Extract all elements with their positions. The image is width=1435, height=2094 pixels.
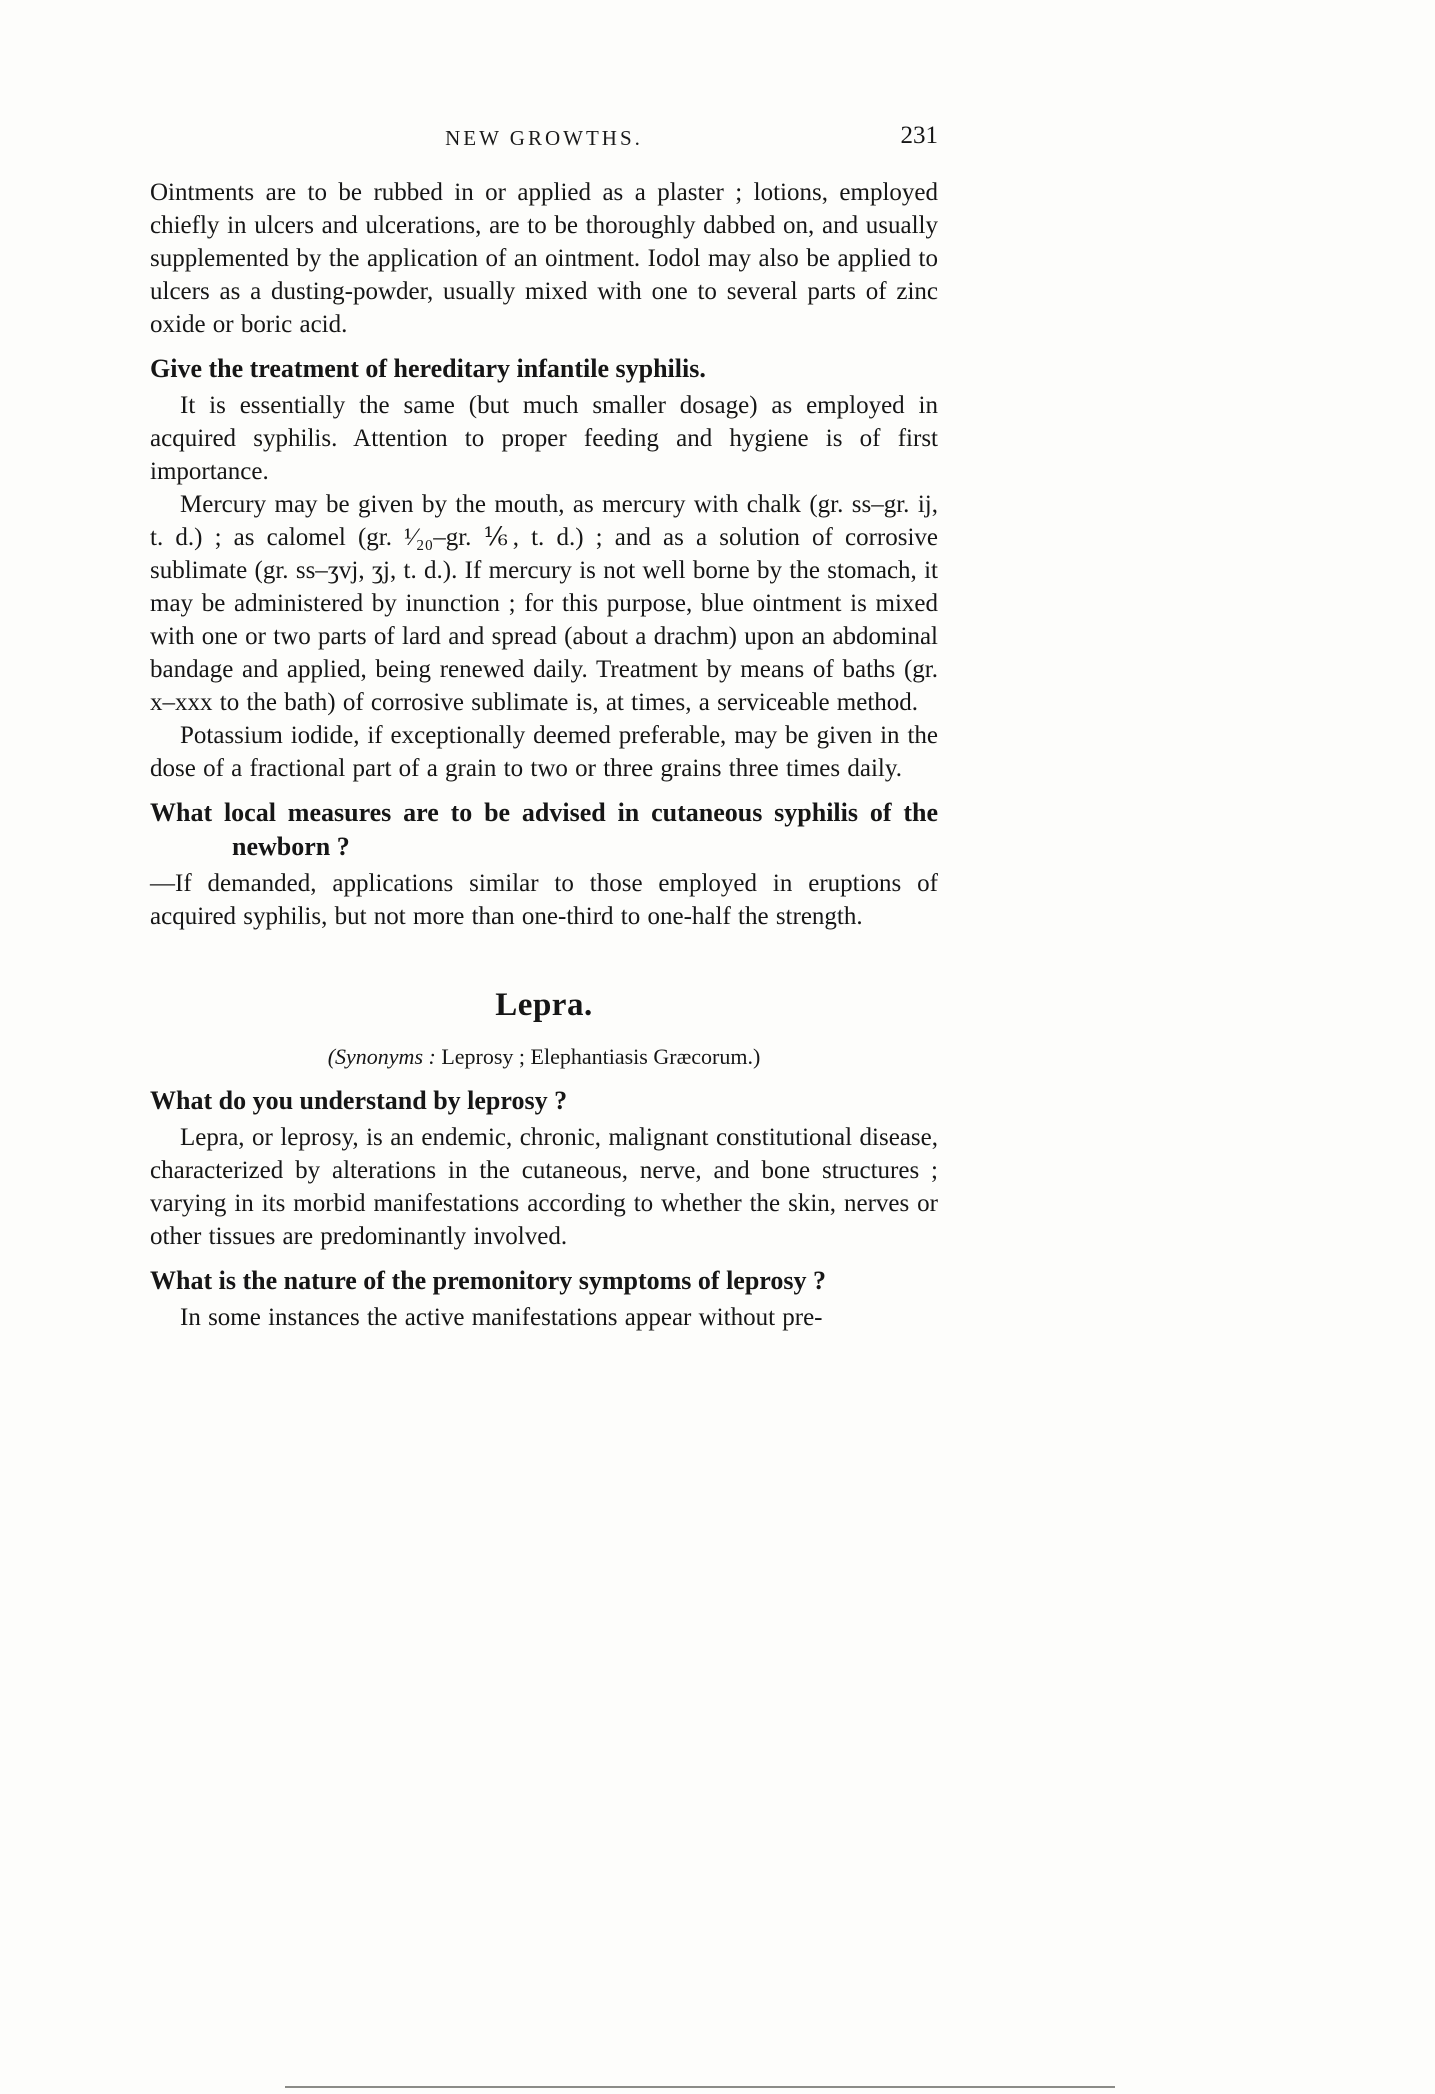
scan-artifact-line: [285, 2086, 1115, 2088]
paragraph-same-treatment: It is essentially the same (but much smaller dosage) as employed in acquired syphilis. Attention to proper feeding and hygiene is of first importance.: [150, 392, 938, 485]
question-understand-leprosy: What do you understand by leprosy ?: [150, 1086, 568, 1115]
synonyms-label: (Synonyms :: [327, 1044, 436, 1069]
paragraph-if-demanded: —If demanded, applications similar to those employed in eruptions of acquired syphilis, but not more than one-third to one-half the strength.: [150, 870, 938, 930]
paragraph-lepra-definition: Lepra, or leprosy, is an endemic, chronic, malignant constitutional disease, characterized by alterations in the cutaneous, nerve, and bone structures ; varying in its morbid manifestations according to whether the skin, nerves or other tissues are predominantly involved.: [150, 1124, 938, 1250]
question-local-measures: What local measures are to be advised in cutaneous syphilis of the newborn ?: [150, 798, 938, 861]
paragraph-potassium-iodide: Potassium iodide, if exceptionally deemed preferable, may be given in the dose of a fractional part of a grain to two or three grains three times daily.: [150, 722, 938, 782]
running-title: NEW GROWTHS.: [445, 126, 643, 150]
synonyms-line: [150, 1044, 938, 1070]
synonyms-text: Leprosy ; Elephantiasis Græcorum.): [435, 1044, 761, 1069]
page-number: 231: [900, 122, 938, 149]
section-title-lepra: Lepra.: [495, 987, 593, 1023]
paragraph-premonitory-instances: In some instances the active manifestations appear without pre-: [180, 1304, 823, 1331]
paragraph-ointments: Ointments are to be rubbed in or applied as a plaster ; lotions, employed chiefly in ulcers and ulcerations, are to be thoroughly dabbed on, and usually supplemented by the application of an ointment. Iodol may also be applied to ulcers as a dusting-powder, usually mixed with one to several parts of zinc oxide or boric acid.: [150, 179, 938, 338]
page-header: [150, 122, 938, 164]
paragraph-mercury-dosage: Mercury may be given by the mouth, as mercury with chalk (gr. ss–gr. ij, t. d.) ; as calomel (gr. ¹⁄₂₀–gr. ⅙, t. d.) ; and as a solution of corrosive sublimate (gr. ss–ʒvj, ʒj, t. d.). If mercury is not well borne by the stomach, it may be administered by inunction ; for this purpose, blue ointment is mixed with one or two parts of lard and spread (about a drachm) upon an abdominal bandage and applied, being renewed daily. Treatment by means of baths (gr. x–xxx to the bath) of corrosive sublimate is, at times, a serviceable method.: [150, 491, 938, 716]
text-block: [150, 122, 938, 1334]
question-hereditary-syphilis: Give the treatment of hereditary infantile syphilis.: [150, 354, 706, 383]
question-premonitory-symptoms: What is the nature of the premonitory symptoms of leprosy ?: [150, 1266, 826, 1295]
